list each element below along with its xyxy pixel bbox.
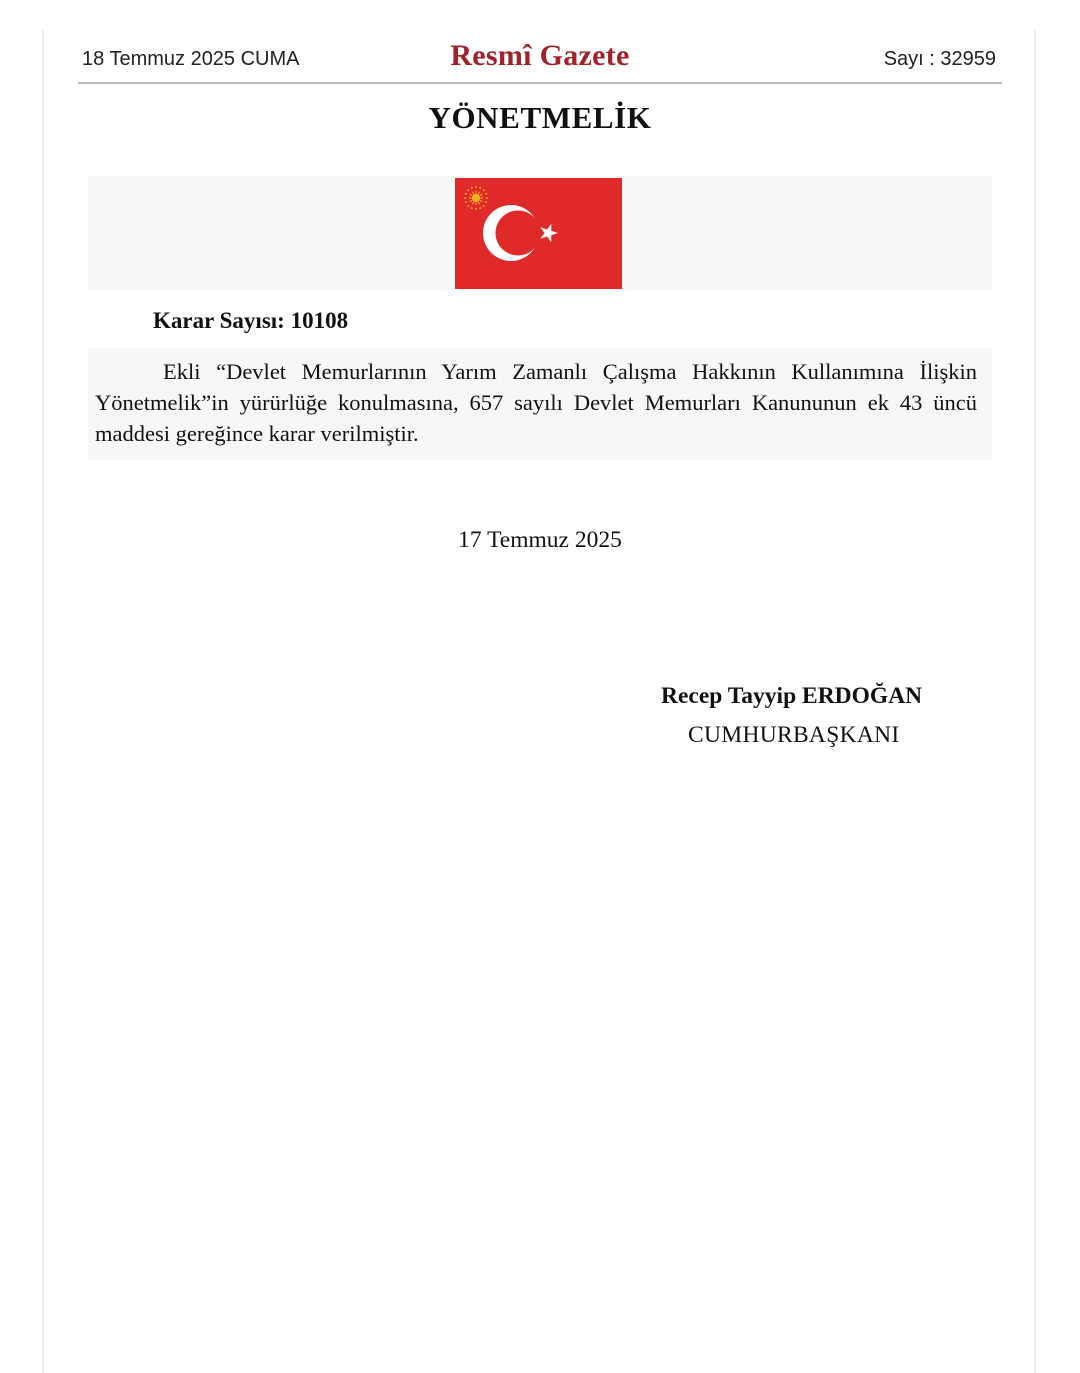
page-right-edge [1034, 30, 1036, 1373]
decision-number: Karar Sayısı: 10108 [153, 308, 349, 333]
issue-date: 18 Temmuz 2025 CUMA [82, 48, 300, 70]
gazette-title: Resmî Gazete [450, 39, 630, 72]
page-left-edge [42, 30, 44, 1373]
gazette-header [80, 40, 1000, 82]
signer-name: Recep Tayyip ERDOĞAN [661, 683, 923, 709]
signer-title: CUMHURBAŞKANI [688, 722, 900, 748]
header-divider [78, 82, 1002, 84]
decision-body-text: Ekli “Devlet Memurlarının Yarım Zamanlı Çalışma Hakkının Kullanımına İlişkin Yönetmelik”in yürürlüğe konulmasına, 657 sayılı Devlet Memurları Kanununun ek 43 üncü maddesi gereğince karar verilmiştir. [95, 359, 977, 446]
document-type-heading: YÖNETMELİK [428, 100, 652, 135]
signature-date: 17 Temmuz 2025 [458, 527, 622, 553]
turkish-flag-icon [455, 178, 622, 289]
issue-number: Sayı : 32959 [883, 48, 996, 70]
